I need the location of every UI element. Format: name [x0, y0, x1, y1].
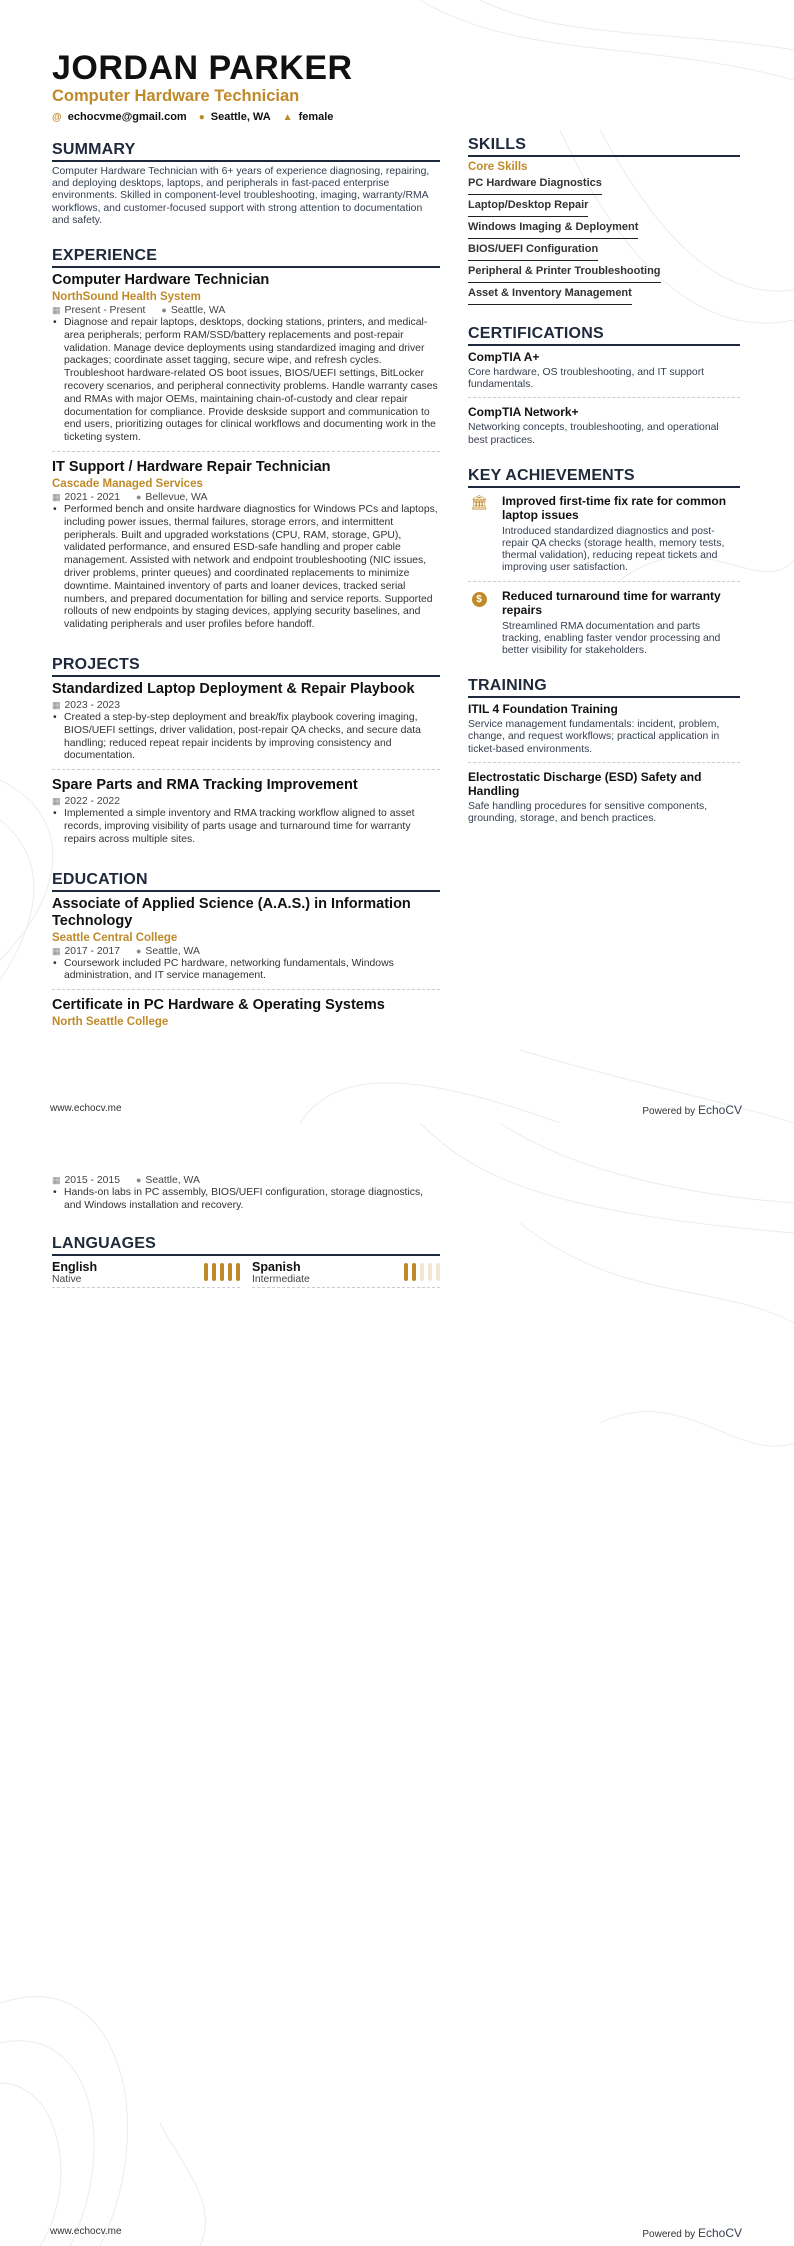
job-title: Computer Hardware Technician — [52, 272, 270, 289]
proficiency-bar — [412, 1263, 416, 1281]
experience-item — [52, 272, 440, 445]
job-title: IT Support / Hardware Repair Technician — [52, 458, 331, 475]
language-item — [252, 1260, 440, 1288]
proficiency-bar — [220, 1263, 224, 1281]
job-dates: Present - Present — [64, 305, 146, 317]
training-desc: Safe handling procedures for sensitive components, grounding, storage, and bench practices. — [468, 800, 708, 825]
divider — [52, 769, 440, 770]
education-bullet: • Hands-on labs in PC assembly, BIOS/UEFI configuration, storage diagnostics, and Windows installation and recovery. — [52, 1187, 440, 1213]
dollar-icon: $ — [468, 589, 490, 658]
section-heading-certifications: CERTIFICATIONS — [468, 325, 740, 346]
skill-category: Core Skills — [468, 161, 528, 173]
education-dates: 2015 - 2015 — [64, 1175, 120, 1186]
education-location: Seattle, WA — [145, 1175, 200, 1186]
resume-page-2 — [0, 1123, 794, 2246]
location-pin-icon: ● — [135, 945, 142, 956]
achievement-desc: Introduced standardized diagnostics and post-repair QA checks (storage health, memory tests, thermal validation), reducing repeat tickets and improving user satisfaction. — [502, 525, 725, 574]
language-name: Spanish — [252, 1259, 301, 1274]
skill-item: BIOS/UEFI Configuration — [468, 239, 598, 261]
education-dates: 2017 - 2017 — [64, 945, 120, 957]
divider — [52, 989, 440, 990]
certification-desc: Core hardware, OS troubleshooting, and IT support fundamentals. — [468, 367, 705, 391]
project-bullet: • Implemented a simple inventory and RMA tracking workflow aligned to asset records, improving visibility of parts usage and turnaround time for warranty repairs across multiple sites. — [52, 808, 440, 846]
training-desc: Service management fundamentals: incident, problem, change, and request workflows; practical application in ticket-based environments. — [468, 719, 720, 755]
right-column — [468, 136, 740, 825]
section-heading-training: TRAINING — [468, 677, 740, 698]
location-pin-icon: ● — [135, 491, 142, 502]
contact-email[interactable]: echocvme@gmail.com — [67, 111, 187, 123]
skill-item: Peripheral & Printer Troubleshooting — [468, 261, 661, 283]
language-level: Intermediate — [252, 1273, 310, 1285]
degree: Associate of Applied Science (A.A.S.) in Information Technology — [52, 895, 411, 929]
job-bullet: • Diagnose and repair laptops, desktops, docking stations, printers, and medical-area peripherals; perform RAM/SSD/battery replacements and post-repair validation. Manage device deployments using standardized imaging and driver packages; coordinate asset tagging, secure wipe, and refresh cycles. Troubleshoot hardware-related OS boot issues, BIOS/UEFI settings, BitLocker recovery scenarios, and peripheral connectivity problems. Handle warranty cases and RMAs with major OEMs, maintaining chain-of-custody and clear repair documentation for compliance. Provide deskside support and communication to end users, prioritizing outages for clinical workflows and documenting work in the ticketing system. — [52, 317, 440, 445]
languages-list — [52, 1260, 440, 1288]
footer-site-link[interactable]: www.echocv.me — [50, 2226, 122, 2237]
education-item — [52, 896, 440, 984]
proficiency-bar — [436, 1263, 440, 1281]
education-item — [52, 997, 440, 1028]
language-name: English — [52, 1259, 98, 1274]
footer-powered-label: Powered by — [642, 2229, 696, 2240]
proficiency-bar — [236, 1263, 240, 1281]
proficiency-bar — [428, 1263, 432, 1281]
project-title: Standardized Laptop Deployment & Repair Playbook — [52, 680, 415, 697]
achievement-title: Improved first-time fix rate for common laptop issues — [502, 493, 727, 523]
left-column — [52, 50, 440, 1028]
divider — [468, 762, 740, 763]
project-title: Spare Parts and RMA Tracking Improvement — [52, 777, 358, 794]
left-column-continued — [52, 1173, 440, 1288]
certification-item — [468, 405, 740, 446]
training-item — [468, 702, 740, 756]
certification-desc: Networking concepts, troubleshooting, and operational best practices. — [468, 422, 719, 446]
experience-item — [52, 459, 440, 632]
achievement-desc: Streamlined RMA documentation and parts tracking, enabling faster vendor processing and better visibility for stakeholders. — [502, 620, 721, 657]
skills-list — [468, 173, 740, 305]
job-bullet: • Performed bench and onsite hardware diagnostics for Windows PCs and laptops, including power issues, thermal failures, storage errors, and intermittent peripherals. Built and upgraded workstations (CPU, RAM, storage, GPU), validated performance, and ensured ESD-safe handling and proper cable management. Assisted with network and endpoint troubleshooting (NIC issues, driver problems, printer queues) and coordinated replacements to minimize downtime. Maintained inventory of parts and loaner devices, tracked serial numbers, and prepared documentation for billing and service reports. Supported rollouts of new endpoints by staging devices, applying security baselines, and validating peripherals and user profiles before handoff. — [52, 504, 440, 632]
contact-location: Seattle, WA — [210, 111, 271, 123]
education-bullet: • Coursework included PC hardware, networking fundamentals, Windows administration, and IT service management. — [52, 958, 440, 984]
background-contour-pattern — [0, 1123, 794, 2246]
certification-name: CompTIA Network+ — [468, 405, 579, 420]
calendar-icon: ▦ — [52, 305, 61, 316]
footer-powered-label: Powered by — [642, 1106, 696, 1117]
language-level: Native — [52, 1273, 82, 1285]
section-heading-summary: SUMMARY — [52, 141, 440, 162]
training-item — [468, 770, 740, 825]
skill-item: Windows Imaging & Deployment — [468, 217, 638, 239]
degree: Certificate in PC Hardware & Operating Systems — [52, 997, 385, 1014]
divider — [52, 451, 440, 452]
company-name: NorthSound Health System — [52, 291, 201, 304]
divider — [468, 397, 740, 398]
project-dates: 2023 - 2023 — [64, 699, 120, 711]
proficiency-bar — [204, 1263, 208, 1281]
skill-item: PC Hardware Diagnostics — [468, 173, 602, 195]
company-name: Cascade Managed Services — [52, 477, 203, 490]
summary-text: Computer Hardware Technician with 6+ years of experience diagnosing, repairing, and deploying desktops, laptops, and peripherals in fast-paced enterprise environments. Skilled in component-level troubleshooting, imaging, warranty/RMA workflows, and customer-focused support with strong attention to documentation and safety. — [52, 166, 430, 226]
project-bullet: • Created a step-by-step deployment and break/fix playbook covering imaging, BIOS/UEFI settings, driver validation, post-repair QA checks, and secure data handling; reduced repeat repair incidents by improving consistency and documentation. — [52, 712, 440, 763]
skill-item: Laptop/Desktop Repair — [468, 195, 588, 217]
person-icon: ▲ — [282, 111, 293, 123]
footer-brand[interactable]: EchoCV — [697, 2226, 742, 2240]
section-heading-experience: EXPERIENCE — [52, 247, 440, 268]
achievement-item — [468, 589, 740, 658]
project-dates: 2022 - 2022 — [64, 796, 120, 808]
location-pin-icon: ● — [198, 111, 205, 123]
project-item — [52, 681, 440, 763]
language-proficiency-bars — [404, 1260, 440, 1285]
calendar-icon: ▦ — [52, 491, 61, 502]
at-icon: @ — [52, 111, 62, 123]
calendar-icon: ▦ — [52, 699, 61, 710]
school-name: North Seattle College — [52, 1016, 169, 1029]
contact-gender: female — [298, 111, 334, 123]
candidate-name: JORDAN PARKER — [52, 49, 353, 87]
proficiency-bar — [228, 1263, 232, 1281]
language-item — [52, 1260, 240, 1288]
training-name: Electrostatic Discharge (ESD) Safety and Handling — [468, 769, 702, 798]
certification-name: CompTIA A+ — [468, 350, 540, 364]
footer-site-link[interactable]: www.echocv.me — [50, 1103, 122, 1114]
education-location: Seattle, WA — [145, 945, 200, 957]
calendar-icon: ▦ — [52, 945, 61, 956]
school-name: Seattle Central College — [52, 931, 178, 944]
achievement-item — [468, 494, 740, 575]
project-item — [52, 777, 440, 846]
proficiency-bar — [404, 1263, 408, 1281]
certification-item — [468, 350, 740, 391]
job-location: Seattle, WA — [170, 305, 226, 317]
section-heading-achievements: KEY ACHIEVEMENTS — [468, 467, 740, 488]
section-heading-education: EDUCATION — [52, 871, 440, 892]
section-heading-skills: SKILLS — [468, 136, 740, 157]
location-pin-icon: ● — [161, 305, 167, 316]
training-name: ITIL 4 Foundation Training — [468, 702, 618, 717]
divider — [468, 581, 740, 582]
proficiency-bar — [420, 1263, 424, 1281]
calendar-icon: ▦ — [52, 1175, 61, 1185]
achievement-title: Reduced turnaround time for warranty repairs — [502, 588, 721, 618]
location-pin-icon: ● — [135, 1175, 142, 1185]
skill-item: Asset & Inventory Management — [468, 283, 632, 305]
job-location: Bellevue, WA — [145, 491, 208, 503]
section-heading-projects: PROJECTS — [52, 656, 440, 677]
proficiency-bar — [212, 1263, 216, 1281]
job-dates: 2021 - 2021 — [64, 491, 120, 503]
candidate-title: Computer Hardware Technician — [52, 87, 300, 105]
bank-icon: 🏛 — [470, 493, 488, 510]
footer-brand[interactable]: EchoCV — [697, 1103, 742, 1117]
calendar-icon: ▦ — [52, 796, 61, 807]
page-footer — [50, 1103, 742, 1117]
contact-row — [52, 111, 440, 123]
section-heading-languages: LANGUAGES — [52, 1235, 440, 1256]
page-footer — [50, 2226, 742, 2240]
language-proficiency-bars — [204, 1260, 240, 1285]
